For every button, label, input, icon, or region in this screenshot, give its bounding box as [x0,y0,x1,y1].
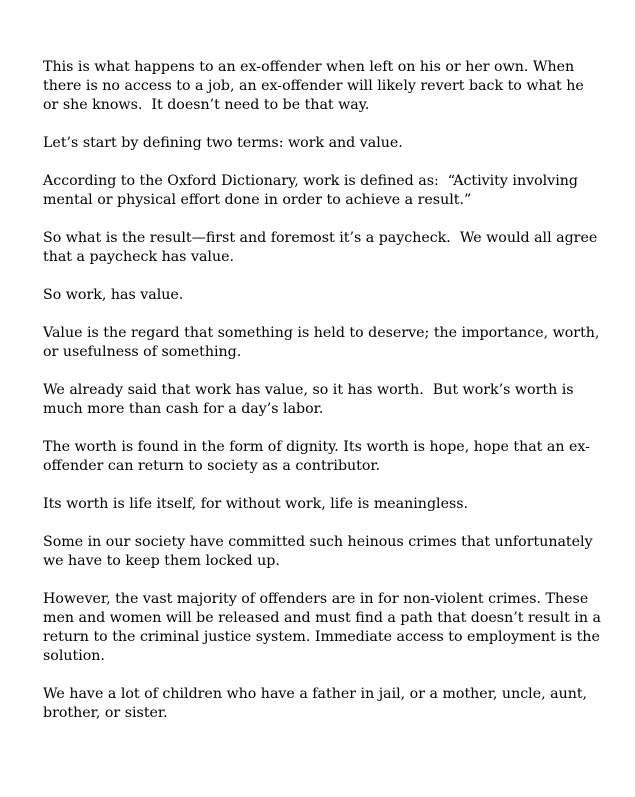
paragraph-life: Its worth is life itself, for without work, life is meaningless. [43,496,469,512]
paragraph-children: We have a lot of children who have a father in jail, or a mother, uncle, aunt, brother, or sister. [43,686,592,721]
paragraph-non-violent: However, the vast majority of offenders are in for non-violent crimes. These men and women will be released and must find a path that doesn’t result in a return to the criminal justice system. Immediate access to employment is the solution. [43,591,606,664]
paragraph-heinous-crimes: Some in our society have committed such heinous crimes that unfortunately we have to keep them locked up. [43,534,598,569]
paragraph-value-definition: Value is the regard that something is held to deserve; the importance, worth, or usefulness of something. [43,325,604,360]
paragraph-work-value: So work, has value. [43,287,184,303]
paragraph-intro: This is what happens to an ex-offender when left on his or her own. When there is no access to a job, an ex-offender will likely revert back to what he or she knows. It doesn’t need to be that way. [43,59,589,113]
paragraph-result: So what is the result—first and foremost it’s a paycheck. We would all agree that a paycheck has value. [43,230,602,265]
paragraph-define-terms: Let’s start by defining two terms: work and value. [43,135,403,151]
document-body [43,58,606,742]
paragraph-work-definition: According to the Oxford Dictionary, work is defined as: “Activity involving mental or physical effort done in order to achieve a result.” [43,173,583,208]
paragraph-dignity: The worth is found in the form of dignity. Its worth is hope, hope that an ex-offender can return to society as a contributor. [43,439,590,474]
paragraph-worth: We already said that work has value, so it has worth. But work’s worth is much more than cash for a day’s labor. [43,382,579,417]
